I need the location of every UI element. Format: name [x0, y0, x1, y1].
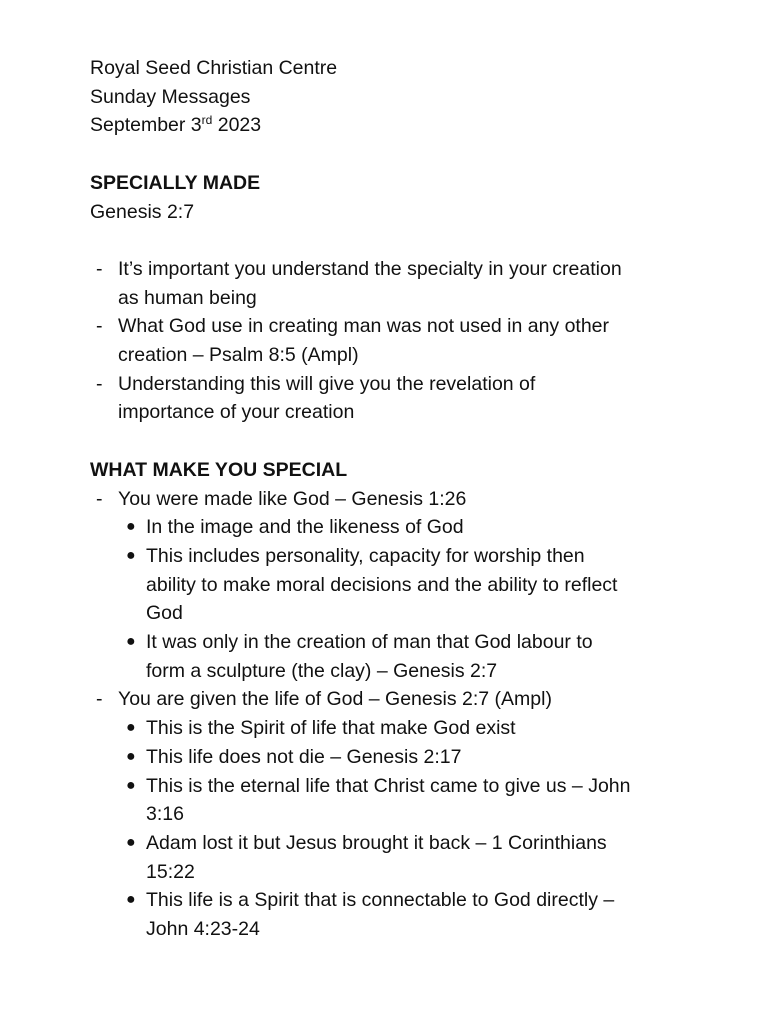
list-item [90, 485, 710, 514]
dot-bullet: ● [126, 747, 136, 765]
list-item [90, 685, 710, 714]
date-day: September 3 [90, 114, 202, 137]
list-item-line: This life is a Spirit that is connectable to God directly – [146, 889, 615, 912]
spacer [90, 427, 710, 456]
list-item-line: You are given the life of God – Genesis 2:7 (Ampl) [118, 688, 552, 711]
sermon-date [90, 111, 710, 140]
dot-bullet: ● [126, 633, 136, 651]
list-item-line: form a sculpture (the clay) – Genesis 2:7 [146, 659, 498, 682]
list-item-line: In the image and the likeness of God [146, 516, 464, 539]
list-item-line: as human being [118, 286, 257, 309]
section-reference: Genesis 2:7 [90, 200, 195, 223]
list-item-line: It’s important you understand the specialty in your creation [118, 257, 622, 280]
dot-bullet: ● [126, 518, 136, 536]
sub-list-item [90, 829, 710, 886]
made-like-god-subpoints [90, 513, 710, 685]
sermon-notes-document [90, 54, 710, 944]
dot-bullet: ● [126, 546, 136, 564]
sub-list-item [90, 628, 710, 685]
life-of-god-point [90, 685, 710, 714]
dash-bullet: - [96, 315, 103, 338]
dot-bullet: ● [126, 891, 136, 909]
specially-made-points [90, 255, 710, 427]
list-item-line: It was only in the creation of man that God labour to [146, 631, 593, 654]
spacer [90, 226, 710, 255]
sub-list-item [90, 513, 710, 542]
list-item-line: Adam lost it but Jesus brought it back – 1 Corinthians [146, 831, 607, 854]
church-name: Royal Seed Christian Centre [90, 57, 338, 79]
series-name: Sunday Messages [90, 85, 251, 108]
dash-bullet: - [96, 372, 103, 395]
list-item-line: God [146, 602, 183, 625]
list-item-line: 3:16 [146, 803, 184, 826]
list-item-line: 15:22 [146, 860, 195, 883]
list-item-line: This is the Spirit of life that make God exist [146, 717, 516, 740]
sub-list-item [90, 886, 710, 943]
spacer [90, 140, 710, 169]
list-item-line: You were made like God – Genesis 1:26 [118, 487, 467, 510]
life-of-god-subpoints [90, 714, 710, 944]
dot-bullet: ● [126, 776, 136, 794]
dot-bullet: ● [126, 719, 136, 737]
dash-bullet: - [96, 487, 103, 510]
section-title-specially-made: SPECIALLY MADE [90, 171, 261, 194]
dot-bullet: ● [126, 833, 136, 851]
sub-list-item [90, 743, 710, 772]
list-item-line: This life does not die – Genesis 2:17 [146, 745, 462, 768]
list-item [90, 370, 710, 427]
dash-bullet: - [96, 257, 103, 280]
sub-list-item [90, 714, 710, 743]
list-item-line: creation – Psalm 8:5 (Ampl) [118, 344, 359, 366]
section-title-what-make-you-special: WHAT MAKE YOU SPECIAL [90, 458, 348, 481]
list-item-line: This is the eternal life that Christ came to give us – John [146, 774, 631, 797]
list-item-line: Understanding this will give you the revelation of [118, 372, 536, 395]
what-make-you-special-points [90, 485, 710, 514]
sub-list-item [90, 542, 710, 628]
list-item-line: importance of your creation [118, 401, 355, 424]
date-year: 2023 [212, 114, 262, 137]
sub-list-item [90, 772, 710, 829]
list-item-line: This includes personality, capacity for worship then [146, 544, 585, 567]
list-item [90, 255, 710, 312]
list-item [90, 312, 710, 369]
list-item-line: John 4:23-24 [146, 918, 260, 941]
dash-bullet: - [96, 688, 103, 711]
list-item-line: ability to make moral decisions and the ability to reflect [146, 573, 618, 596]
list-item-line: What God use in creating man was not used in any other [118, 315, 610, 338]
date-ordinal-suffix: rd [201, 113, 213, 128]
